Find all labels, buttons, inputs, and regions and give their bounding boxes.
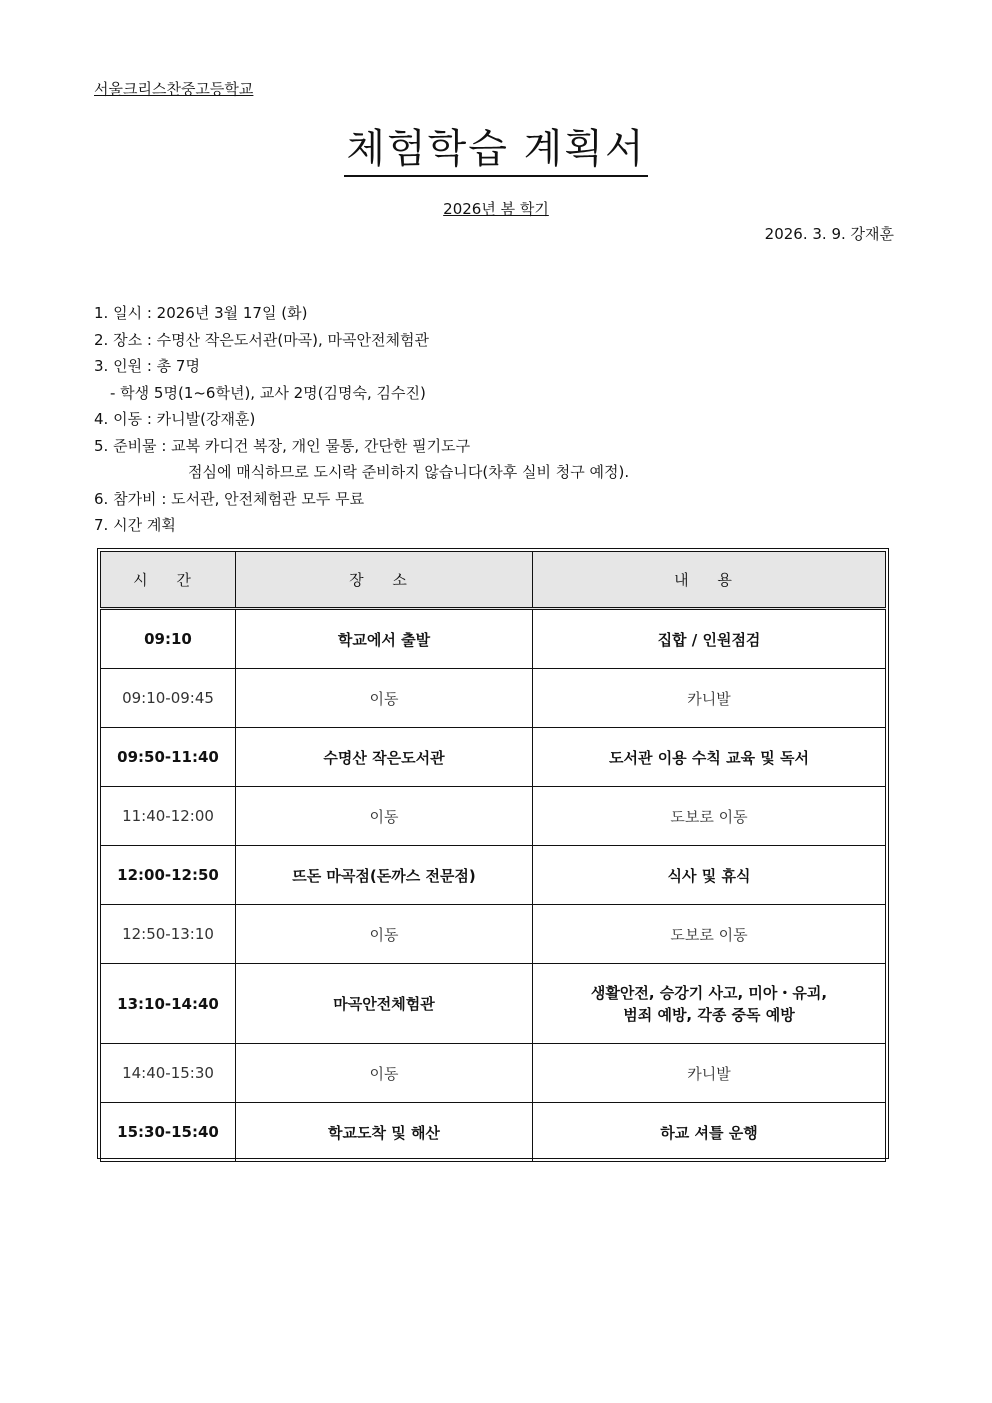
cell-content: 하교 셔틀 운행 xyxy=(533,1103,886,1162)
cell-content: 집합 / 인원점검 xyxy=(533,609,886,669)
cell-time: 14:40-15:30 xyxy=(101,1044,236,1103)
cell-place: 이동 xyxy=(236,787,533,846)
cell-place: 학교에서 출발 xyxy=(236,609,533,669)
info-date: 1. 일시 : 2026년 3월 17일 (화) xyxy=(94,304,308,322)
table-row xyxy=(101,846,886,905)
info-place: 2. 장소 : 수명산 작은도서관(마곡), 마곡안전체험관 xyxy=(94,330,429,349)
cell-content: 도보로 이동 xyxy=(533,787,886,846)
cell-place: 학교도착 및 해산 xyxy=(236,1103,533,1162)
schedule-table xyxy=(100,551,886,1162)
cell-content: 도보로 이동 xyxy=(533,905,886,964)
document-title xyxy=(0,125,992,177)
school-name: 서울크리스찬중고등학교 xyxy=(94,80,254,98)
cell-content-line-1: 생활안전, 승강기 사고, 미아・유괴, xyxy=(590,983,828,1002)
info-fee: 6. 참가비 : 도서관, 안전체험관 모두 무료 xyxy=(94,489,365,508)
cell-content-line-2: 범죄 예방, 각종 중독 예방 xyxy=(623,1005,795,1024)
info-supplies-note: 점심에 매식하므로 도시락 준비하지 않습니다(차후 실비 청구 예정). xyxy=(188,463,630,481)
header-place: 장 소 xyxy=(236,552,533,609)
cell-time: 11:40-12:00 xyxy=(101,787,236,846)
cell-place: 수명산 작은도서관 xyxy=(236,728,533,787)
info-transport: 4. 이동 : 카니발(강재훈) xyxy=(94,410,256,428)
term xyxy=(0,198,992,219)
table-row xyxy=(101,728,886,787)
info-people-detail: - 학생 5명(1~6학년), 교사 2명(김명숙, 김수진) xyxy=(110,383,426,402)
document-title-text: 체험학습 계획서 xyxy=(344,125,647,177)
cell-content xyxy=(533,964,886,1044)
header-time: 시 간 xyxy=(101,552,236,609)
table-row xyxy=(101,905,886,964)
cell-content: 카니발 xyxy=(533,669,886,728)
info-schedule-heading: 7. 시간 계획 xyxy=(94,516,176,534)
table-row xyxy=(101,1044,886,1103)
table-row xyxy=(101,609,886,669)
term-text: 2026년 봄 학기 xyxy=(443,200,549,218)
cell-place: 이동 xyxy=(236,1044,533,1103)
cell-time: 13:10-14:40 xyxy=(101,964,236,1044)
cell-place: 이동 xyxy=(236,905,533,964)
cell-content: 도서관 이용 수칙 교육 및 독서 xyxy=(533,728,886,787)
cell-time: 09:10-09:45 xyxy=(101,669,236,728)
cell-place: 이동 xyxy=(236,669,533,728)
cell-time: 09:10 xyxy=(101,609,236,669)
info-supplies: 5. 준비물 : 교복 카디건 복장, 개인 물통, 간단한 필기도구 xyxy=(94,436,471,455)
cell-time: 12:00-12:50 xyxy=(101,846,236,905)
table-row xyxy=(101,787,886,846)
table-row xyxy=(101,1103,886,1162)
table-header-row xyxy=(101,552,886,609)
cell-time: 09:50-11:40 xyxy=(101,728,236,787)
cell-place: 마곡안전체험관 xyxy=(236,964,533,1044)
table-row xyxy=(101,669,886,728)
cell-content: 식사 및 휴식 xyxy=(533,846,886,905)
info-people: 3. 인원 : 총 7명 xyxy=(94,357,200,375)
info-list xyxy=(94,302,629,541)
header-content: 내 용 xyxy=(533,552,886,609)
table-row xyxy=(101,964,886,1044)
date-author: 2026. 3. 9. 강재훈 xyxy=(764,225,894,243)
cell-time: 12:50-13:10 xyxy=(101,905,236,964)
cell-place: 뜨돈 마곡점(돈까스 전문점) xyxy=(236,846,533,905)
schedule-table-frame xyxy=(97,548,889,1159)
cell-time: 15:30-15:40 xyxy=(101,1103,236,1162)
cell-content: 카니발 xyxy=(533,1044,886,1103)
